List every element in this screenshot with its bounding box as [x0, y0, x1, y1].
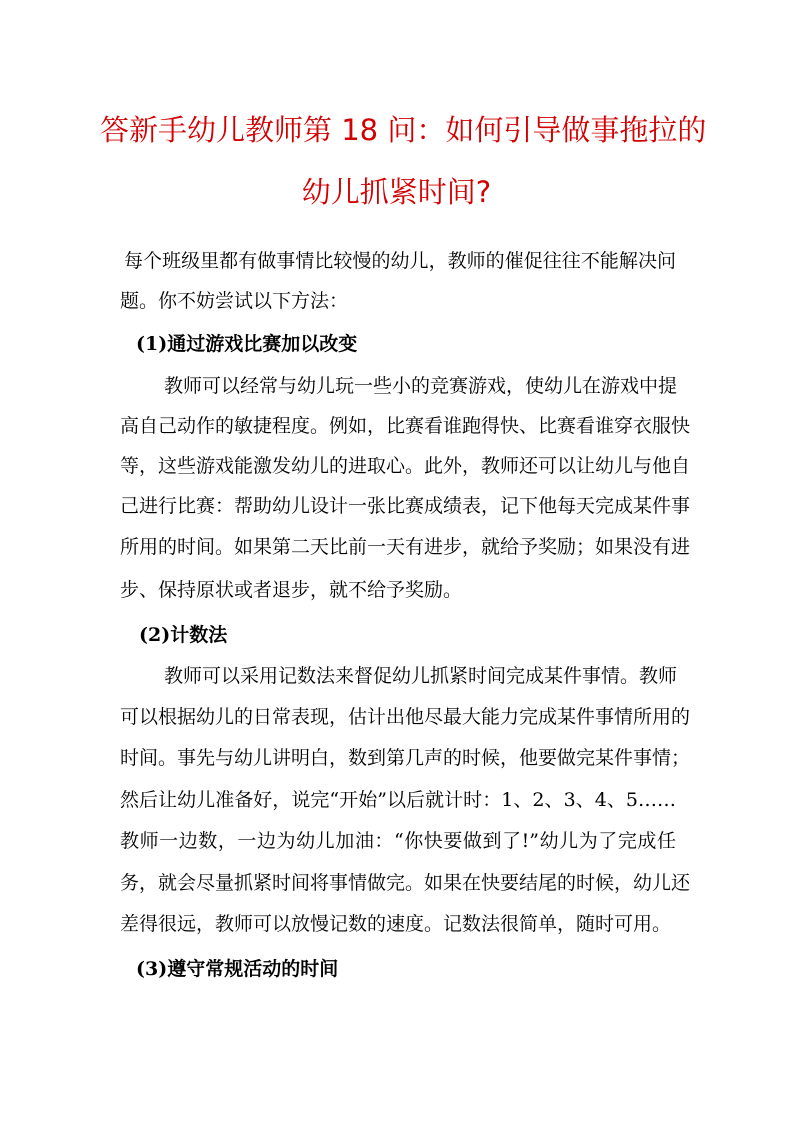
- section-1-paragraph-line: 所用的时间。如果第二天比前一天有进步，就给予奖励；如果没有进: [120, 536, 691, 558]
- intro-paragraph-line: 题。你不妨尝试以下方法：: [120, 290, 349, 312]
- document-title-line-1: 答新手幼儿教师第 18 问：如何引导做事拖拉的: [100, 113, 707, 147]
- section-2-paragraph-line: 务，就会尽量抓紧时间将事情做完。如果在快要结尾的时候，幼儿还: [120, 872, 691, 894]
- section-1-paragraph-line: 等，这些游戏能激发幼儿的进取心。此外，教师还可以让幼儿与他自: [120, 455, 691, 477]
- section-2-paragraph-line: 时间。事先与幼儿讲明白，数到第几声的时候，他要做完某件事情；: [120, 747, 691, 769]
- section-2-paragraph-line: 教师一边数，一边为幼儿加油：“你快要做到了!”幼儿为了完成任: [120, 830, 676, 852]
- intro-paragraph-line: 每个班级里都有做事情比较慢的幼儿，教师的催促往往不能解决问: [124, 250, 676, 272]
- section-1-paragraph-line: 教师可以经常与幼儿玩一些小的竞赛游戏，使幼儿在游戏中提: [164, 375, 678, 397]
- section-1-paragraph-line: 高自己动作的敏捷程度。例如，比赛看谁跑得快、比赛看谁穿衣服快: [120, 415, 691, 437]
- section-1-paragraph-line: 己进行比赛：帮助幼儿设计一张比赛成绩表，记下他每天完成某件事: [120, 495, 691, 517]
- section-heading-counting: (2)计数法: [139, 624, 228, 646]
- document-title-line-2: 幼儿抓紧时间?: [301, 175, 492, 209]
- section-2-paragraph-line: 可以根据幼儿的日常表现，估计出他尽最大能力完成某件事情所用的: [120, 706, 691, 728]
- section-2-paragraph-line: 教师可以采用记数法来督促幼儿抓紧时间完成某件事情。教师: [164, 665, 678, 687]
- section-1-paragraph-line: 步、保持原状或者退步，就不给予奖励。: [120, 579, 463, 601]
- section-2-paragraph-line: 差得很远，教师可以放慢记数的速度。记数法很简单，随时可用。: [120, 913, 672, 935]
- section-heading-games: (1)通过游戏比赛加以改变: [136, 333, 358, 355]
- section-heading-routine-time: (3)遵守常规活动的时间: [136, 958, 339, 980]
- section-2-paragraph-line: 然后让幼儿准备好，说完“开始”以后就计时：1、2、3、4、5……: [120, 789, 676, 811]
